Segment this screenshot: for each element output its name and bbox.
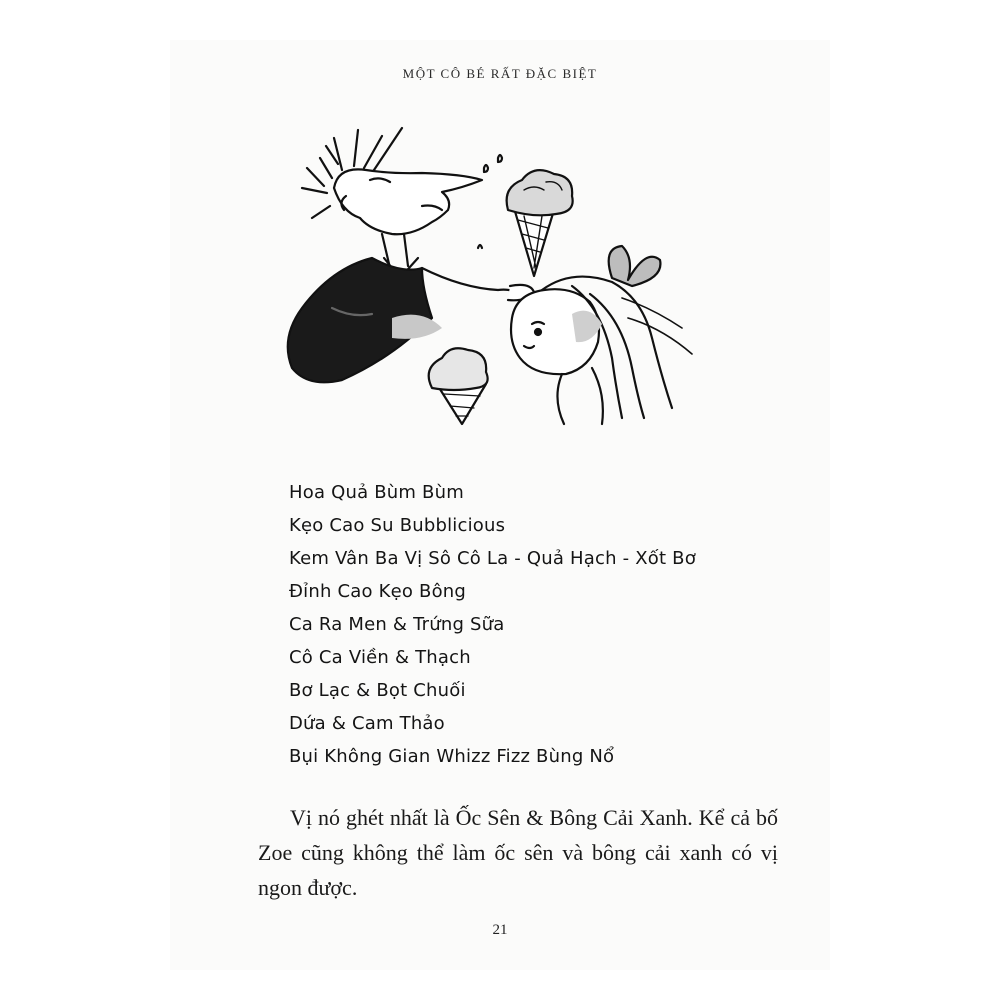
flavor-item: Dứa & Cam Thảo: [289, 713, 445, 734]
flavor-list: [289, 476, 696, 773]
flavor-item: Bụi Không Gian Whizz Fizz Bùng Nổ: [289, 746, 615, 767]
flavor-item: Ca Ra Men & Trứng Sữa: [289, 614, 505, 635]
flavor-item: Kẹo Cao Su Bubblicious: [289, 515, 506, 536]
flavor-item: Đỉnh Cao Kẹo Bông: [289, 581, 467, 602]
flavor-item: Bơ Lạc & Bọt Chuối: [289, 680, 466, 701]
flavor-item: Hoa Quả Bùm Bùm: [289, 482, 464, 503]
page-number: 21: [492, 922, 508, 938]
flavor-item: Kem Vân Ba Vị Sô Cô La - Quả Hạch - Xốt Bơ: [289, 548, 696, 569]
ice-cream-illustration: [272, 118, 722, 428]
body-paragraph: Vị nó ghét nhất là Ốc Sên & Bông Cải Xanh. Kể cả bố Zoe cũng không thể làm ốc sên và bông cải xanh có vị ngon được.: [258, 805, 778, 900]
flavor-item: Cô Ca Viền & Thạch: [289, 647, 471, 668]
running-header: MỘT CÔ BÉ RẤT ĐẶC BIỆT: [402, 66, 598, 81]
